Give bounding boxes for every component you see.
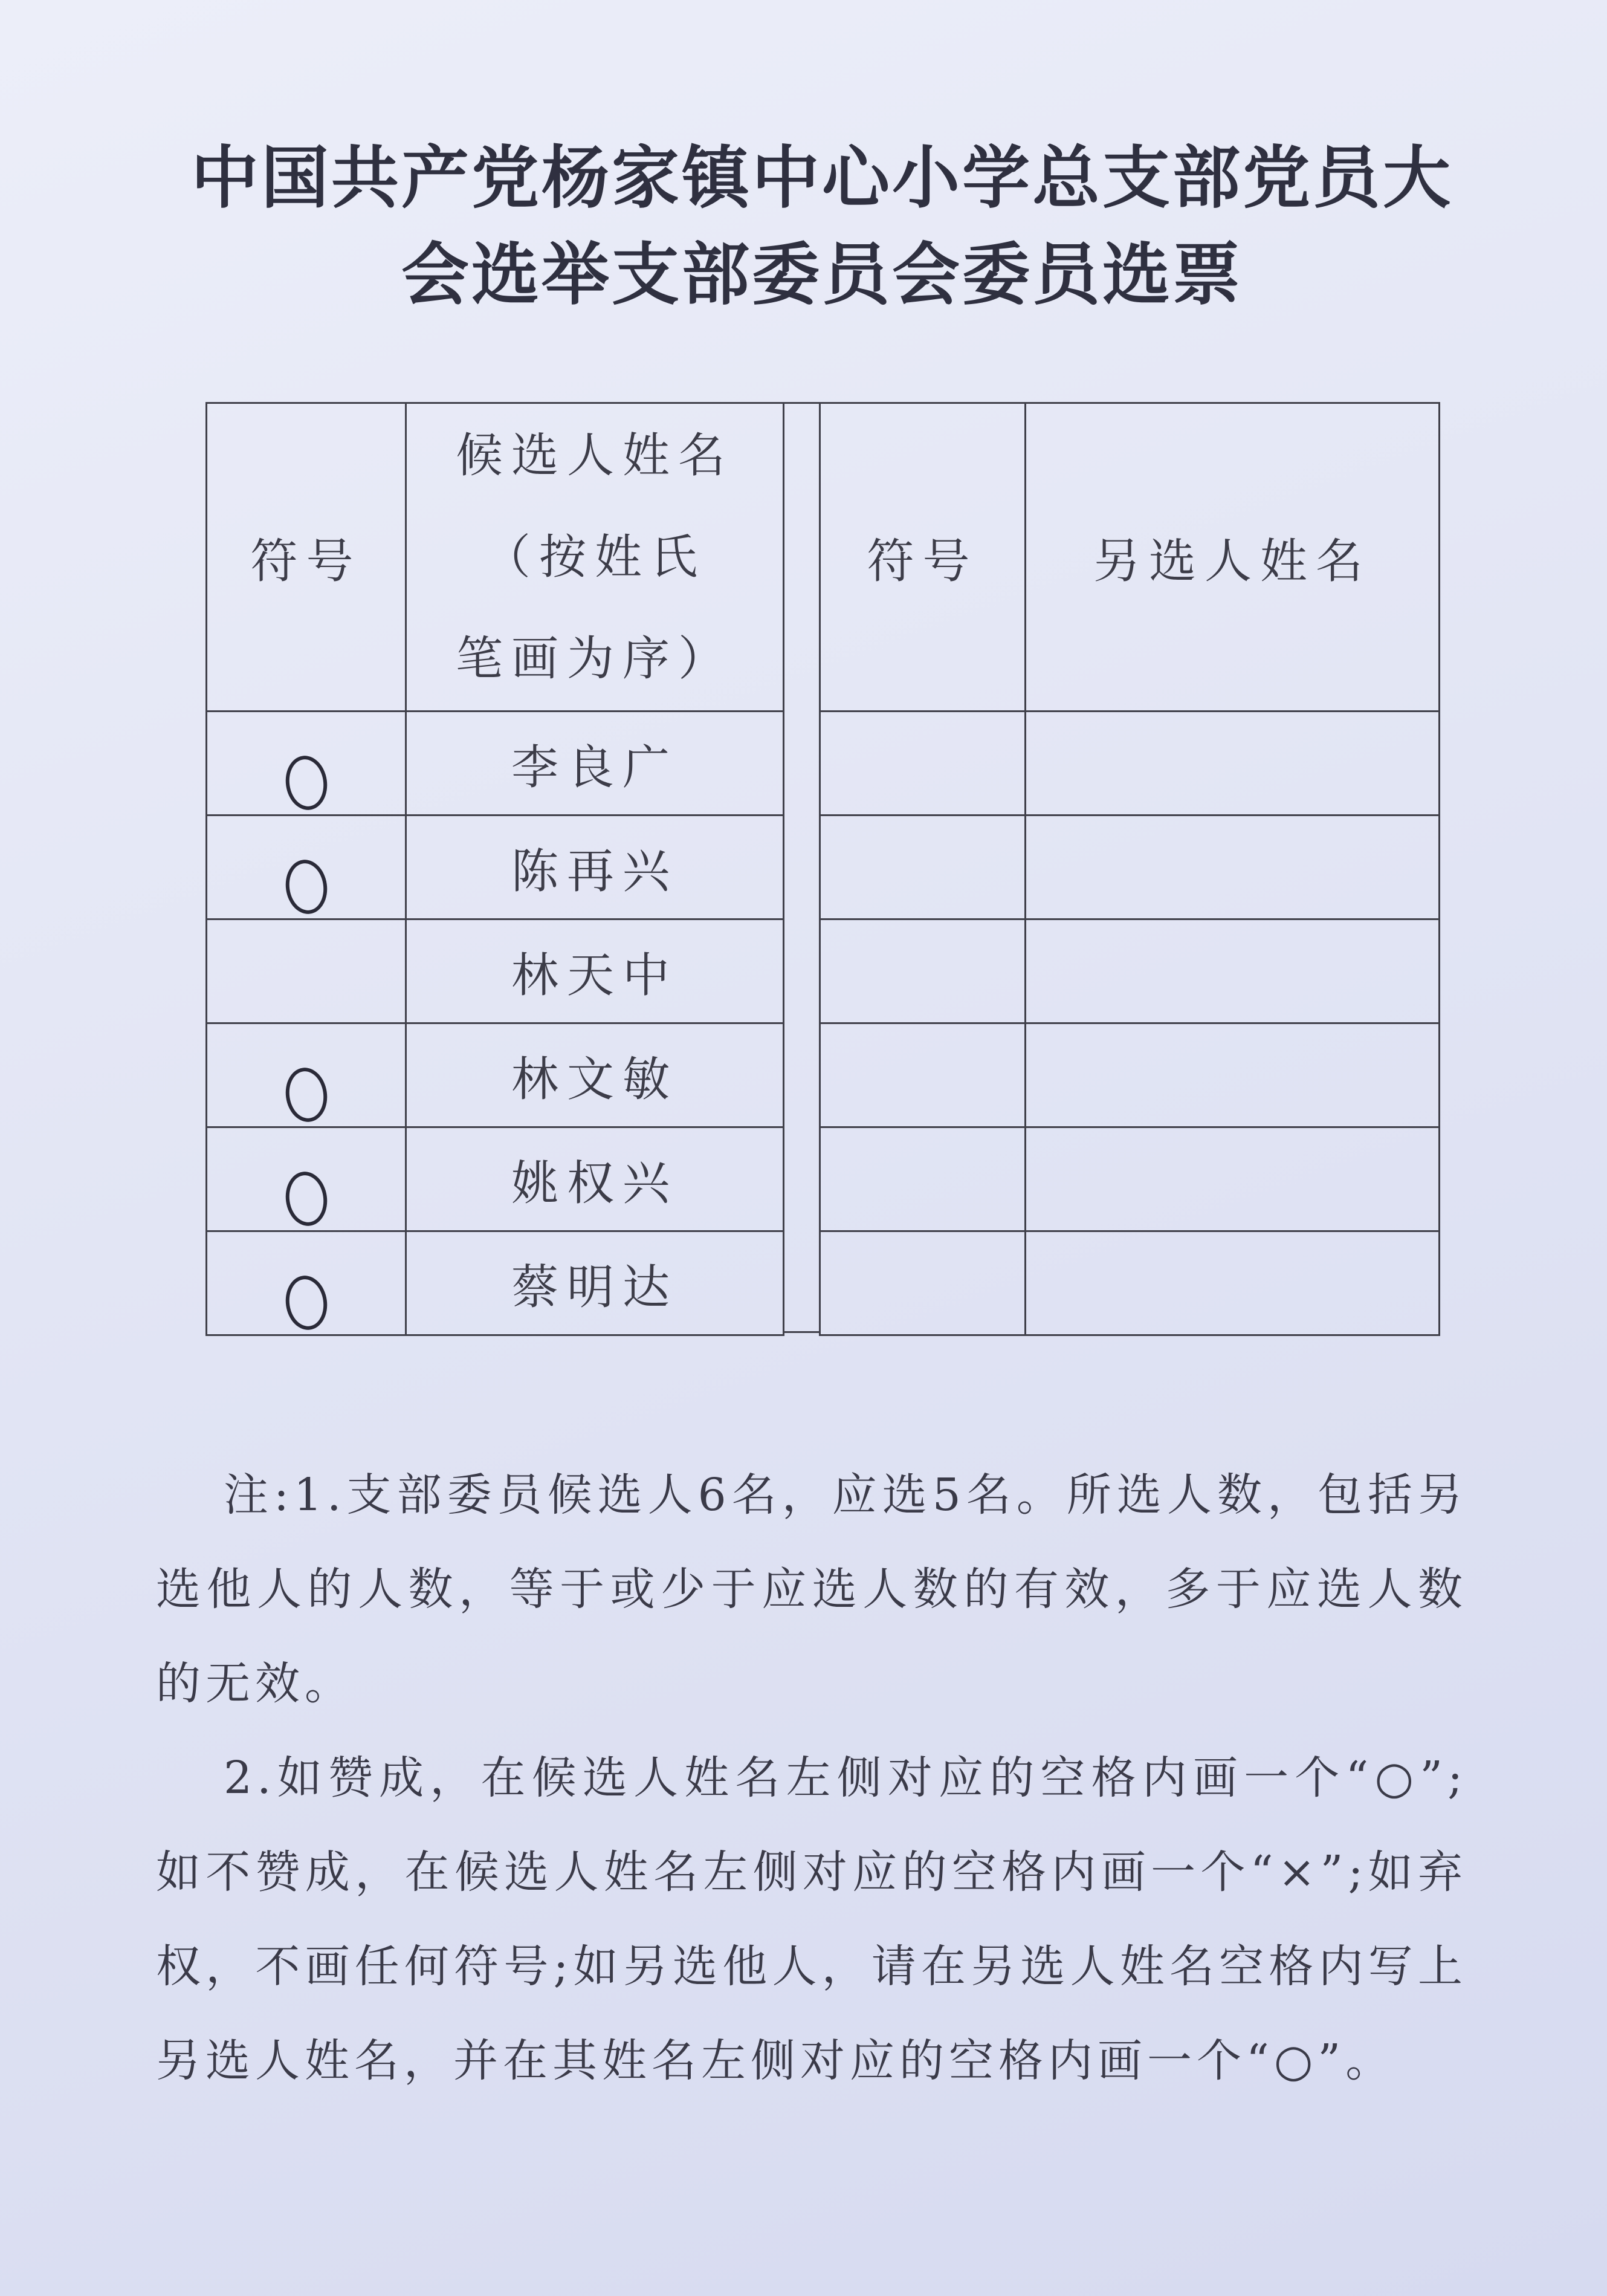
write-in-row <box>820 919 1440 1023</box>
candidate-name: 姚权兴 <box>406 1127 784 1231</box>
page-title-line-2: 会选举支部委员会委员选票 <box>401 236 1243 314</box>
vote-mark-cell[interactable] <box>207 816 406 919</box>
candidate-row <box>207 712 784 816</box>
header-symbol: 符号 <box>207 403 406 712</box>
write-in-mark-cell[interactable] <box>820 1231 1026 1335</box>
header-candidate-name <box>406 403 784 712</box>
write-in-row <box>820 816 1440 919</box>
header-write-in-name: 另选人姓名 <box>1026 403 1440 712</box>
write-in-header-row <box>820 403 1440 712</box>
candidate-header-row <box>207 403 784 712</box>
candidate-row <box>207 919 784 1023</box>
write-in-name-cell[interactable] <box>1026 1127 1440 1231</box>
vote-mark-cell[interactable] <box>207 712 406 816</box>
candidate-row <box>207 1127 784 1231</box>
write-in-name-cell[interactable] <box>1026 712 1440 816</box>
table-divider <box>783 402 819 1333</box>
vote-mark-cell[interactable] <box>207 1023 406 1127</box>
write-in-row <box>820 712 1440 816</box>
candidate-row <box>207 816 784 919</box>
page-title-line-1: 中国共产党杨家镇中心小学总支部党员大 <box>191 139 1453 218</box>
circle-mark-icon <box>282 1169 331 1229</box>
circle-mark-icon <box>282 857 331 917</box>
note-1: 注:1.支部委员候选人6名，应选5名。所选人数，包括另选他人的人数，等于或少于应选人数的有效，多于应选人数的无效。 <box>156 1469 1467 1710</box>
write-in-mark-cell[interactable] <box>820 1127 1026 1231</box>
header-symbol: 符号 <box>820 403 1026 712</box>
header-candidate-name-line-2: （按姓氏 <box>483 530 706 585</box>
write-in-name-cell[interactable] <box>1026 816 1440 919</box>
circle-mark-icon <box>282 1273 331 1333</box>
write-in-name-cell[interactable] <box>1026 1023 1440 1127</box>
write-in-mark-cell[interactable] <box>820 816 1026 919</box>
candidate-name: 蔡明达 <box>406 1231 784 1335</box>
vote-mark-cell[interactable] <box>207 1127 406 1231</box>
vote-mark-cell[interactable] <box>207 919 406 1023</box>
write-in-row <box>820 1023 1440 1127</box>
candidate-name: 林天中 <box>406 919 784 1023</box>
candidate-table <box>205 402 784 1336</box>
circle-mark-icon <box>282 753 331 813</box>
header-candidate-name-line-3: 笔画为序） <box>455 631 734 686</box>
candidate-row <box>207 1023 784 1127</box>
vote-mark-cell[interactable] <box>207 1231 406 1335</box>
ballot-table <box>205 402 1438 1333</box>
write-in-name-cell[interactable] <box>1026 1231 1440 1335</box>
write-in-mark-cell[interactable] <box>820 712 1026 816</box>
write-in-mark-cell[interactable] <box>820 1023 1026 1127</box>
write-in-row <box>820 1231 1440 1335</box>
circle-mark-icon <box>282 1065 331 1125</box>
candidate-name: 李良广 <box>406 712 784 816</box>
write-in-mark-cell[interactable] <box>820 919 1026 1023</box>
candidate-row <box>207 1231 784 1335</box>
candidate-name: 陈再兴 <box>406 816 784 919</box>
write-in-name-cell[interactable] <box>1026 919 1440 1023</box>
write-in-row <box>820 1127 1440 1231</box>
ballot-notes <box>156 1448 1467 2108</box>
candidate-name: 林文敏 <box>406 1023 784 1127</box>
note-2: 2.如赞成，在候选人姓名左侧对应的空格内画一个“○”;如不赞成，在候选人姓名左侧对应的空格内画一个“×”;如弃权，不画任何符号;如另选他人，请在另选人姓名空格内写上另选人姓名，并在其姓名左侧对应的空格内画一个“○”。 <box>156 1752 1467 2087</box>
header-candidate-name-line-1: 候选人姓名 <box>455 428 734 483</box>
write-in-table <box>819 402 1440 1336</box>
